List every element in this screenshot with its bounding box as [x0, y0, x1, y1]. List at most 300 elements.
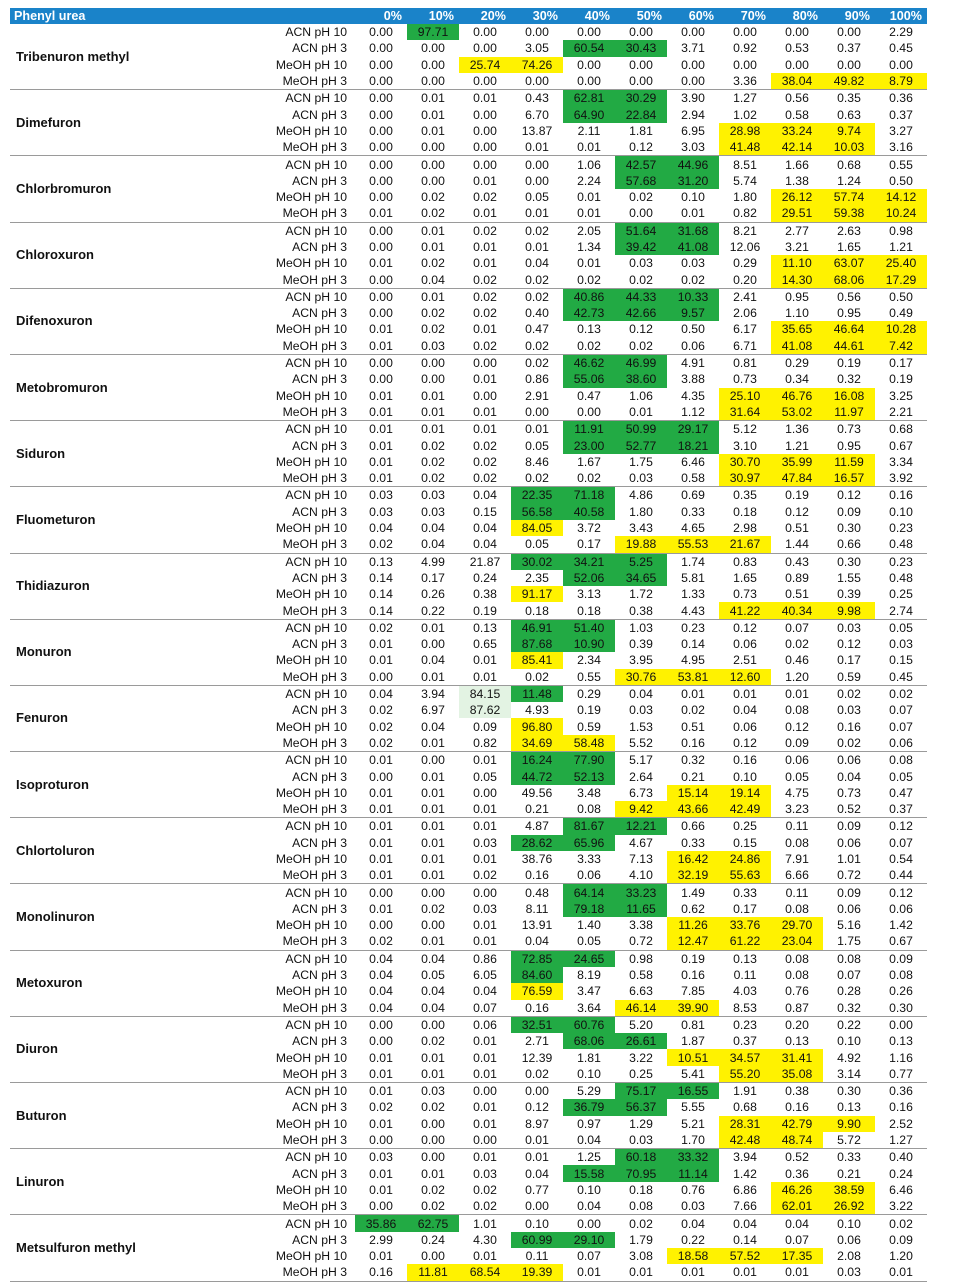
condition-label: ACN pH 3 — [292, 306, 347, 321]
value-cell: 0.01 — [421, 240, 445, 254]
value-cell: 57.74 — [823, 189, 875, 205]
value-cell: 0.16 — [667, 735, 719, 752]
header-percent: 90% — [823, 8, 875, 24]
value-cell: 0.10 — [733, 769, 757, 784]
value-cell: 0.02 — [459, 470, 511, 487]
value-cell: 0.02 — [473, 438, 497, 453]
value-cell: 9.42 — [615, 801, 667, 818]
value-cell: 0.20 — [719, 271, 771, 288]
value-cell: 0.02 — [459, 338, 511, 355]
value-cell: 34.57 — [719, 1049, 771, 1065]
condition-label: MeOH pH 10 — [275, 1249, 347, 1264]
value-cell: 1.42 — [889, 918, 913, 933]
table-row — [10, 1149, 927, 1166]
value-cell: 0.81 — [681, 1017, 705, 1032]
value-cell: 0.03 — [473, 1166, 497, 1181]
value-cell: 49.82 — [823, 73, 875, 90]
value-cell: 0.23 — [681, 620, 705, 635]
value-cell: 0.03 — [837, 620, 861, 635]
value-cell: 12.06 — [729, 240, 761, 254]
value-cell: 1.72 — [629, 587, 653, 602]
value-cell: 30.70 — [719, 454, 771, 470]
value-cell: 0.00 — [421, 637, 445, 652]
value-cell: 34.65 — [615, 570, 667, 586]
value-cell: 0.01 — [369, 1249, 393, 1264]
table-row — [10, 24, 927, 40]
value-cell: 1.42 — [733, 1166, 757, 1181]
value-cell: 15.14 — [667, 785, 719, 801]
value-cell: 0.09 — [889, 1232, 913, 1247]
value-cell: 6.97 — [421, 703, 445, 718]
value-cell: 2.77 — [785, 223, 809, 238]
condition-label: ACN pH 3 — [292, 1232, 347, 1247]
compound-name: Chloroxuron — [10, 222, 260, 288]
value-cell: 0.36 — [889, 1084, 913, 1099]
value-cell: 0.87 — [771, 1000, 823, 1017]
value-cell: 8.97 — [525, 1116, 549, 1131]
value-cell: 44.61 — [823, 338, 875, 355]
value-cell: 3.23 — [771, 801, 823, 818]
value-cell: 0.01 — [355, 205, 407, 222]
value-cell: 91.17 — [511, 586, 563, 602]
value-cell: 0.02 — [473, 1182, 497, 1197]
value-cell: 0.95 — [837, 438, 861, 453]
value-cell: 0.08 — [563, 801, 615, 818]
value-cell: 0.04 — [369, 984, 393, 999]
value-cell: 0.16 — [511, 1000, 563, 1017]
value-cell: 0.01 — [369, 1182, 393, 1197]
value-cell: 3.43 — [629, 521, 653, 536]
value-cell: 0.10 — [577, 1182, 601, 1197]
value-cell: 77.90 — [563, 752, 615, 769]
value-cell: 0.01 — [407, 867, 459, 884]
value-cell: 0.00 — [369, 289, 393, 304]
value-cell: 13.91 — [521, 918, 553, 933]
value-cell: 0.12 — [733, 620, 757, 635]
value-cell: 0.12 — [719, 735, 771, 752]
value-cell: 1.75 — [823, 933, 875, 950]
value-cell: 25.10 — [719, 388, 771, 404]
condition-label: ACN pH 3 — [292, 637, 347, 652]
value-cell: 2.64 — [629, 769, 653, 784]
value-cell: 28.31 — [719, 1116, 771, 1132]
value-cell: 3.22 — [629, 1050, 653, 1065]
value-cell: 0.18 — [563, 602, 615, 619]
value-cell: 60.54 — [563, 40, 615, 56]
condition-label: ACN pH 10 — [285, 1017, 347, 1032]
condition-label: MeOH pH 10 — [275, 322, 347, 337]
value-cell: 48.74 — [771, 1132, 823, 1149]
value-cell: 0.02 — [421, 322, 445, 337]
value-cell: 49.56 — [521, 785, 553, 800]
value-cell: 0.77 — [525, 1182, 549, 1197]
value-cell: 1.81 — [577, 1050, 601, 1065]
condition-label: ACN pH 10 — [285, 620, 347, 635]
value-cell: 14.30 — [771, 271, 823, 288]
value-cell: 0.07 — [889, 703, 913, 718]
value-cell: 3.47 — [577, 984, 601, 999]
value-cell: 0.01 — [421, 223, 445, 238]
value-cell: 0.13 — [733, 951, 757, 966]
header-percent: 60% — [667, 8, 719, 24]
value-cell: 0.28 — [837, 984, 861, 999]
value-cell: 0.00 — [837, 57, 861, 72]
value-cell: 1.10 — [785, 306, 809, 321]
value-cell: 1.29 — [629, 1116, 653, 1131]
value-cell: 2.34 — [577, 653, 601, 668]
value-cell: 1.27 — [733, 91, 757, 106]
value-cell: 19.39 — [511, 1264, 563, 1281]
value-cell: 0.23 — [889, 554, 913, 569]
value-cell: 0.04 — [525, 1166, 549, 1181]
value-cell: 1.27 — [875, 1132, 927, 1149]
value-cell: 0.01 — [771, 1264, 823, 1281]
value-cell: 0.00 — [577, 1216, 601, 1231]
value-cell: 0.53 — [785, 41, 809, 56]
condition-label: MeOH pH 10 — [275, 984, 347, 999]
value-cell: 0.01 — [525, 422, 549, 437]
value-cell: 0.04 — [459, 536, 511, 553]
value-cell: 0.00 — [421, 885, 445, 900]
value-cell: 0.01 — [511, 1132, 563, 1149]
value-cell: 35.65 — [771, 321, 823, 337]
value-cell: 0.00 — [369, 57, 393, 72]
value-cell: 0.48 — [525, 885, 549, 900]
value-cell: 0.10 — [889, 504, 913, 519]
table-row — [10, 950, 927, 967]
value-cell: 0.01 — [459, 1066, 511, 1083]
value-cell: 0.01 — [473, 322, 497, 337]
value-cell: 8.51 — [733, 157, 757, 172]
value-cell: 0.03 — [421, 1084, 445, 1099]
condition-label: ACN pH 10 — [285, 356, 347, 371]
value-cell: 0.01 — [407, 735, 459, 752]
value-cell: 0.06 — [889, 901, 913, 916]
value-cell: 46.14 — [615, 1000, 667, 1017]
value-cell: 42.66 — [615, 305, 667, 321]
value-cell: 0.22 — [681, 1232, 705, 1247]
value-cell: 0.01 — [473, 918, 497, 933]
header-percent: 0% — [355, 8, 407, 24]
value-cell: 2.29 — [889, 25, 913, 40]
value-cell: 0.01 — [369, 1166, 393, 1181]
value-cell: 0.01 — [355, 867, 407, 884]
value-cell: 4.35 — [681, 388, 705, 403]
value-cell: 0.01 — [563, 205, 615, 222]
value-cell: 46.76 — [771, 388, 823, 404]
value-cell: 1.06 — [629, 388, 653, 403]
header-percent: 100% — [875, 8, 927, 24]
value-cell: 22.35 — [511, 487, 563, 504]
condition-label: MeOH pH 3 — [260, 1066, 355, 1083]
value-cell: 0.02 — [563, 470, 615, 487]
value-cell: 0.02 — [629, 190, 653, 205]
condition-label: MeOH pH 10 — [275, 918, 347, 933]
value-cell: 0.17 — [837, 653, 861, 668]
value-cell: 0.58 — [667, 470, 719, 487]
value-cell: 3.94 — [421, 687, 445, 702]
value-cell: 0.68 — [733, 1100, 757, 1115]
value-cell: 31.20 — [667, 173, 719, 189]
value-cell: 58.48 — [563, 735, 615, 752]
value-cell: 0.59 — [823, 669, 875, 686]
value-cell: 38.76 — [521, 851, 553, 866]
value-cell: 0.40 — [525, 306, 549, 321]
value-cell: 0.01 — [511, 205, 563, 222]
value-cell: 0.86 — [525, 372, 549, 387]
value-cell: 0.02 — [785, 637, 809, 652]
value-cell: 35.08 — [771, 1066, 823, 1083]
value-cell: 0.05 — [473, 769, 497, 784]
value-cell: 0.00 — [667, 73, 719, 90]
header-row — [10, 8, 927, 24]
value-cell: 2.11 — [577, 123, 601, 138]
value-cell: 2.35 — [525, 570, 549, 585]
condition-label: ACN pH 10 — [285, 488, 347, 503]
value-cell: 0.55 — [889, 157, 913, 172]
condition-label: ACN pH 3 — [292, 769, 347, 784]
value-cell: 0.02 — [459, 867, 511, 884]
value-cell: 6.46 — [889, 1182, 913, 1197]
value-cell: 0.32 — [823, 1000, 875, 1017]
value-cell: 0.00 — [407, 139, 459, 156]
value-cell: 0.02 — [615, 338, 667, 355]
value-cell: 0.56 — [837, 289, 861, 304]
value-cell: 0.00 — [681, 25, 705, 40]
value-cell: 0.01 — [421, 289, 445, 304]
condition-label: MeOH pH 3 — [260, 1132, 355, 1149]
compound-name: Fenuron — [10, 685, 260, 751]
value-cell: 0.47 — [889, 785, 913, 800]
value-cell: 0.01 — [473, 1150, 497, 1165]
value-cell: 1.67 — [577, 454, 601, 469]
value-cell: 1.79 — [629, 1232, 653, 1247]
value-cell: 75.17 — [615, 1083, 667, 1100]
value-cell: 0.55 — [563, 669, 615, 686]
value-cell: 0.92 — [733, 41, 757, 56]
value-cell: 0.00 — [473, 356, 497, 371]
value-cell: 33.24 — [771, 123, 823, 139]
value-cell: 23.00 — [563, 437, 615, 453]
value-cell: 0.00 — [355, 669, 407, 686]
value-cell: 0.03 — [369, 1150, 393, 1165]
value-cell: 2.41 — [733, 289, 757, 304]
value-cell: 0.01 — [473, 753, 497, 768]
value-cell: 1.49 — [681, 885, 705, 900]
value-cell: 16.57 — [823, 470, 875, 487]
value-cell: 0.12 — [889, 819, 913, 834]
value-cell: 0.13 — [473, 620, 497, 635]
value-cell: 0.08 — [785, 703, 809, 718]
value-cell: 17.29 — [875, 271, 927, 288]
value-cell: 0.08 — [615, 1198, 667, 1215]
value-cell: 44.33 — [615, 288, 667, 305]
value-cell: 43.66 — [667, 801, 719, 818]
value-cell: 0.01 — [407, 933, 459, 950]
value-cell: 0.02 — [889, 1216, 913, 1231]
value-cell: 0.03 — [473, 835, 497, 850]
condition-label: ACN pH 10 — [285, 885, 347, 900]
value-cell: 0.01 — [421, 835, 445, 850]
value-cell: 4.86 — [629, 488, 653, 503]
value-cell: 0.14 — [681, 637, 705, 652]
value-cell: 0.50 — [889, 173, 913, 188]
value-cell: 0.01 — [473, 372, 497, 387]
value-cell: 0.01 — [421, 620, 445, 635]
table-row — [10, 752, 927, 769]
value-cell: 0.00 — [421, 1116, 445, 1131]
value-cell: 0.00 — [369, 123, 393, 138]
value-cell: 0.04 — [629, 687, 653, 702]
value-cell: 0.01 — [407, 669, 459, 686]
value-cell: 2.63 — [837, 223, 861, 238]
value-cell: 0.09 — [889, 951, 913, 966]
value-cell: 1.16 — [889, 1050, 913, 1065]
value-cell: 0.00 — [369, 173, 393, 188]
condition-label: ACN pH 3 — [292, 901, 347, 916]
value-cell: 0.01 — [369, 422, 393, 437]
value-cell: 0.14 — [369, 570, 393, 585]
value-cell: 0.00 — [615, 73, 667, 90]
value-cell: 0.00 — [473, 388, 497, 403]
value-cell: 0.04 — [421, 719, 445, 734]
value-cell: 0.26 — [889, 984, 913, 999]
value-cell: 0.51 — [785, 521, 809, 536]
value-cell: 0.68 — [889, 422, 913, 437]
value-cell: 0.58 — [785, 107, 809, 122]
value-cell: 0.10 — [837, 1216, 861, 1231]
value-cell: 0.06 — [733, 637, 757, 652]
value-cell: 0.12 — [615, 139, 667, 156]
condition-label: MeOH pH 10 — [275, 719, 347, 734]
value-cell: 29.17 — [667, 421, 719, 438]
value-cell: 0.02 — [355, 536, 407, 553]
condition-label: ACN pH 3 — [292, 968, 347, 983]
value-cell: 10.03 — [823, 139, 875, 156]
value-cell: 47.84 — [771, 470, 823, 487]
value-cell: 0.01 — [525, 1150, 549, 1165]
value-cell: 57.52 — [719, 1248, 771, 1264]
value-cell: 3.94 — [733, 1150, 757, 1165]
value-cell: 5.12 — [733, 422, 757, 437]
value-cell: 62.81 — [563, 90, 615, 107]
condition-label: MeOH pH 10 — [275, 57, 347, 72]
value-cell: 0.01 — [473, 851, 497, 866]
value-cell: 0.02 — [473, 289, 497, 304]
value-cell: 0.38 — [615, 602, 667, 619]
value-cell: 0.01 — [421, 388, 445, 403]
value-cell: 0.13 — [369, 554, 393, 569]
value-cell: 42.57 — [615, 156, 667, 173]
value-cell: 0.59 — [577, 719, 601, 734]
value-cell: 0.16 — [889, 488, 913, 503]
condition-label: ACN pH 10 — [285, 289, 347, 304]
value-cell: 0.45 — [889, 41, 913, 56]
value-cell: 0.02 — [563, 271, 615, 288]
value-cell: 0.00 — [369, 372, 393, 387]
header-percent: 50% — [615, 8, 667, 24]
value-cell: 0.03 — [681, 256, 705, 271]
phenyl-urea-table — [10, 8, 927, 1282]
value-cell: 2.94 — [681, 107, 705, 122]
value-cell: 0.25 — [615, 1066, 667, 1083]
value-cell: 11.81 — [407, 1264, 459, 1281]
value-cell: 10.90 — [563, 636, 615, 652]
value-cell: 24.86 — [719, 851, 771, 867]
value-cell: 2.91 — [525, 388, 549, 403]
value-cell: 0.01 — [421, 819, 445, 834]
value-cell: 0.08 — [785, 901, 809, 916]
value-cell: 0.02 — [369, 703, 393, 718]
value-cell: 30.43 — [615, 40, 667, 56]
compound-name: Monolinuron — [10, 884, 260, 950]
value-cell: 0.18 — [629, 1182, 653, 1197]
value-cell: 0.00 — [473, 25, 497, 40]
value-cell: 26.12 — [771, 189, 823, 205]
value-cell: 41.08 — [771, 338, 823, 355]
value-cell: 0.72 — [823, 867, 875, 884]
value-cell: 68.06 — [823, 271, 875, 288]
value-cell: 0.01 — [407, 404, 459, 421]
value-cell: 0.00 — [511, 73, 563, 90]
value-cell: 0.51 — [681, 719, 705, 734]
value-cell: 0.02 — [369, 620, 393, 635]
value-cell: 0.07 — [889, 835, 913, 850]
condition-label: ACN pH 3 — [292, 703, 347, 718]
value-cell: 0.06 — [785, 753, 809, 768]
value-cell: 0.04 — [421, 984, 445, 999]
value-cell: 0.33 — [681, 835, 705, 850]
value-cell: 0.00 — [577, 25, 601, 40]
value-cell: 0.63 — [837, 107, 861, 122]
value-cell: 0.01 — [459, 205, 511, 222]
table-row — [10, 156, 927, 173]
value-cell: 0.02 — [525, 289, 549, 304]
table-row — [10, 818, 927, 835]
value-cell: 0.00 — [681, 57, 705, 72]
value-cell: 0.19 — [577, 703, 601, 718]
value-cell: 0.00 — [629, 57, 653, 72]
value-cell: 0.01 — [667, 1264, 719, 1281]
value-cell: 34.21 — [563, 553, 615, 570]
value-cell: 0.26 — [421, 587, 445, 602]
condition-label: ACN pH 10 — [285, 687, 347, 702]
table-row — [10, 354, 927, 371]
value-cell: 0.05 — [525, 190, 549, 205]
value-cell: 0.04 — [369, 968, 393, 983]
value-cell: 0.02 — [511, 669, 563, 686]
value-cell: 5.29 — [577, 1084, 601, 1099]
value-cell: 0.01 — [719, 1264, 771, 1281]
value-cell: 46.91 — [511, 619, 563, 636]
value-cell: 0.02 — [837, 687, 861, 702]
condition-label: ACN pH 3 — [292, 1166, 347, 1181]
value-cell: 0.11 — [785, 819, 809, 834]
value-cell: 11.65 — [615, 901, 667, 917]
value-cell: 1.01 — [837, 851, 861, 866]
value-cell: 0.00 — [459, 139, 511, 156]
value-cell: 0.06 — [837, 901, 861, 916]
value-cell: 0.07 — [837, 968, 861, 983]
condition-label: ACN pH 3 — [292, 372, 347, 387]
value-cell: 5.20 — [629, 1017, 653, 1032]
value-cell: 0.30 — [837, 521, 861, 536]
condition-label: MeOH pH 10 — [275, 388, 347, 403]
value-cell: 19.14 — [719, 785, 771, 801]
value-cell: 1.70 — [667, 1132, 719, 1149]
condition-label: ACN pH 3 — [292, 835, 347, 850]
value-cell: 50.99 — [615, 421, 667, 438]
